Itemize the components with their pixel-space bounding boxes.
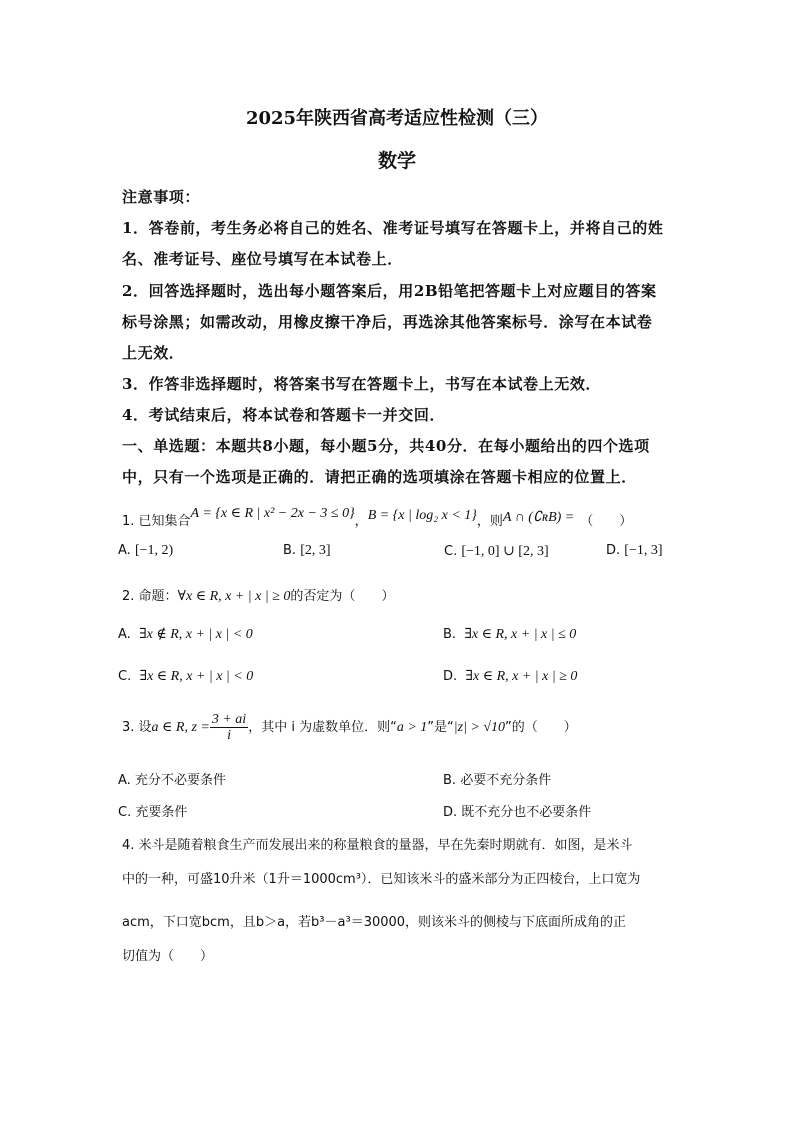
option-label: B. xyxy=(443,627,457,642)
option-text: 充分不必要条件 xyxy=(134,773,226,788)
note-line: 上无效． xyxy=(122,344,185,362)
option-b[interactable] xyxy=(443,626,576,643)
answer-paren: （ ） xyxy=(580,514,633,529)
option-label: C. xyxy=(118,805,132,820)
option-label: A. xyxy=(118,627,131,642)
option-label: B. xyxy=(443,773,457,788)
option-b[interactable] xyxy=(443,769,551,788)
option-text: ∃x ∈ R, x + | x | ≤ 0 xyxy=(464,627,577,642)
option-text: 既不充分也不必要条件 xyxy=(461,805,592,820)
question-3-condition: a ∈ R, z = xyxy=(151,720,210,735)
question-1-sep: ， xyxy=(354,514,368,529)
option-d[interactable] xyxy=(443,801,591,820)
question-4-line: 中的一种，可盛10升米（1升＝1000cm³）．已知该米斗的盛米部分为正四棱台，上口宽为 xyxy=(122,872,641,887)
question-3 xyxy=(122,712,577,743)
question-3-text: ”的（ ） xyxy=(505,720,577,735)
question-2 xyxy=(122,585,394,605)
question-3-fraction xyxy=(210,712,248,743)
note-line: 名、准考证号、座位号填写在本试卷上． xyxy=(122,250,403,268)
option-text: [2, 3] xyxy=(300,543,331,558)
option-text: [−1, 0] ∪ [2, 3] xyxy=(461,544,549,559)
option-label: A. xyxy=(118,543,131,558)
option-a[interactable] xyxy=(118,543,173,559)
question-3-prefix: 3. 设 xyxy=(122,720,152,735)
option-label: C. xyxy=(118,669,132,684)
note-line: 2．回答选择题时，选出每小题答案后，用2B铅笔把答题卡上对应题目的答案 xyxy=(122,282,657,300)
notes-heading: 注意事项： xyxy=(122,188,201,206)
option-text: [−1, 3] xyxy=(624,543,663,558)
question-2-prefix: 2. 命题： xyxy=(122,589,178,604)
option-a[interactable] xyxy=(118,769,226,788)
question-3-condition-2: |z| > √10 xyxy=(453,720,506,735)
option-label: B. xyxy=(283,543,297,558)
question-1-mid: ，则 xyxy=(476,514,503,529)
option-label: C. xyxy=(444,544,458,559)
option-label: D. xyxy=(443,805,458,820)
note-line: 1．答卷前，考生务必将自己的姓名、准考证号填写在答题卡上，并将自己的姓 xyxy=(122,219,664,237)
question-4-line: 切值为（ ） xyxy=(122,949,214,964)
question-1-set-a: A = {x ∈ R | x² − 2x − 3 ≤ 0} xyxy=(190,506,355,521)
option-text: 充要条件 xyxy=(135,805,188,820)
option-label: A. xyxy=(118,773,131,788)
option-text: 必要不充分条件 xyxy=(460,773,552,788)
option-a[interactable] xyxy=(118,626,253,643)
fraction-denominator: i xyxy=(227,728,231,743)
option-label: D. xyxy=(443,669,458,684)
question-4-line: acm，下口宽bcm，且b＞a，若b³－a³＝30000，则该米斗的侧棱与下底面所成角的正 xyxy=(122,915,627,930)
question-4-line: 4. 米斗是随着粮食生产而发展出来的称量粮食的量器，早在先秦时期就有．如图，是米斗 xyxy=(122,838,633,853)
option-text: [−1, 2) xyxy=(134,543,174,558)
option-text: ∃x ∉ R, x + | x | < 0 xyxy=(139,627,253,642)
question-3-text: ，其中 i 为虚数单位．则“ xyxy=(248,720,397,735)
subject-title: 数学 xyxy=(377,150,416,172)
option-c[interactable] xyxy=(118,801,187,820)
question-1 xyxy=(122,506,633,530)
section-heading-line: 中，只有一个选项是正确的．请把正确的选项填涂在答题卡相应的位置上． xyxy=(122,468,637,486)
fraction-numerator: 3 + ai xyxy=(211,712,247,727)
note-line: 标号涂黑；如需改动，用橡皮擦干净后，再选涂其他答案标号．涂写在本试卷 xyxy=(122,313,653,331)
option-c[interactable] xyxy=(118,668,253,685)
exam-title: 2025年陕西省高考适应性检测（三） xyxy=(245,108,549,129)
note-line: 3．作答非选择题时，将答案书写在答题卡上，书写在本试卷上无效． xyxy=(122,375,602,393)
option-b[interactable] xyxy=(283,543,331,559)
question-1-expr: A ∩ (∁ʀB) = xyxy=(502,510,575,525)
question-2-suffix: 的否定为（ ） xyxy=(290,589,395,604)
option-text: ∃x ∈ R, x + | x | ≥ 0 xyxy=(465,669,578,684)
note-line: 4．考试结束后，将本试卷和答题卡一并交回． xyxy=(122,406,446,424)
option-d[interactable] xyxy=(606,543,663,559)
question-3-text: ”是“ xyxy=(427,720,454,735)
option-d[interactable] xyxy=(443,668,577,685)
section-heading-line: 一、单选题：本题共8小题，每小题5分，共40分．在每小题给出的四个选项 xyxy=(122,437,650,455)
question-2-expr: ∀x ∈ R, x + | x | ≥ 0 xyxy=(177,589,291,604)
question-1-set-b: B = {x | log₂ x < 1} xyxy=(367,508,477,523)
option-text: ∃x ∈ R, x + | x | < 0 xyxy=(139,669,254,684)
option-c[interactable] xyxy=(444,543,549,560)
question-1-prefix: 1. 已知集合 xyxy=(122,514,191,529)
question-3-condition-1: a > 1 xyxy=(396,720,428,735)
option-label: D. xyxy=(606,543,621,558)
